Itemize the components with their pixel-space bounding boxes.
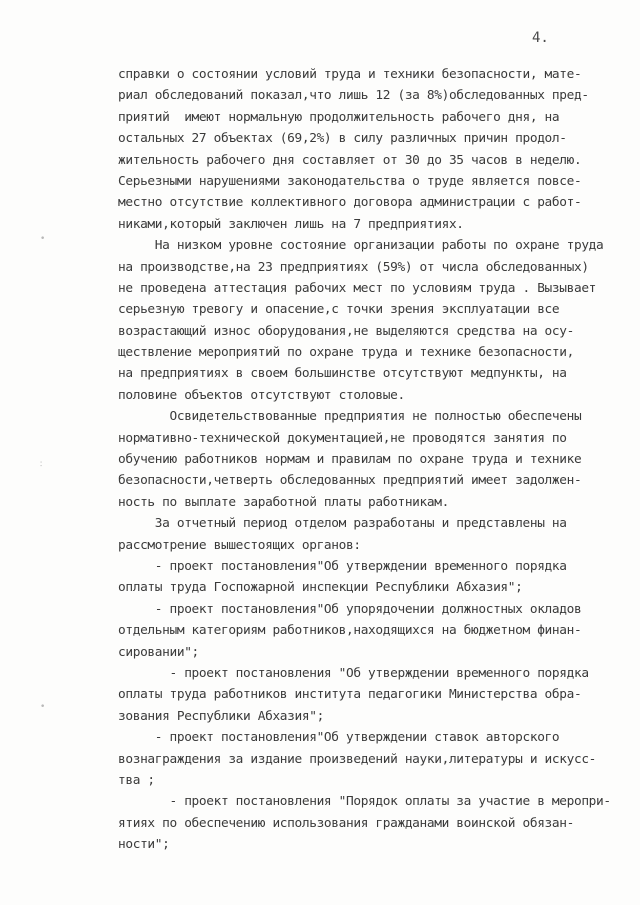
text-line: ятиях по обеспечению использования гражданами воинской обязан-	[118, 815, 574, 831]
text-line: - проект постановления"Об упорядочении должностных окладов	[118, 601, 582, 617]
text-line: отдельным категориям работников,находящихся на бюджетном финан-	[118, 623, 582, 639]
text-line: остальных 27 объектах (69,2%) в силу различных причин продол-	[118, 131, 567, 147]
text-line: ществление мероприятий по охране труда и технике безопасности,	[118, 345, 574, 361]
text-line: жительность рабочего дня составляет от 30 до 35 часов в неделю.	[118, 152, 582, 168]
text-line: на предприятиях в своем большинстве отсутствуют медпункты, на	[118, 366, 567, 382]
text-line: - проект постановления"Об утверждении ставок авторского	[118, 730, 560, 746]
text-line: приятий имеют нормальную продолжительность рабочего дня, на	[118, 109, 560, 125]
margin-smudge: ∶	[40, 460, 43, 470]
text-line: оплаты труда Госпожарной инспекции Республики Абхазия";	[118, 580, 523, 596]
text-line: Освидетельствованные предприятия не полностью обеспечены	[118, 409, 582, 425]
text-line: местно отсутствие коллективного договора администрации с работ-	[118, 195, 582, 211]
text-line: оплаты труда работников института педагогики Министерства обра-	[118, 687, 582, 703]
text-line: За отчетный период отделом разработаны и представлены на	[118, 516, 567, 532]
text-line: никами,который заключен лишь на 7 предприятиях.	[118, 216, 464, 232]
text-line: - проект постановления "Порядок оплаты за участие в меропри-	[118, 794, 611, 810]
body-text	[118, 64, 618, 855]
text-line: обучению работников нормам и правилам по охране труда и технике	[118, 452, 582, 468]
text-line: нормативно-технической документацией,не проводятся занятия по	[118, 430, 567, 446]
text-line: рассмотрение вышестоящих органов:	[118, 537, 361, 553]
text-line: сировании";	[118, 644, 199, 660]
text-line: не проведена аттестация рабочих мест по условиям труда . Вызывает	[118, 280, 597, 296]
text-line: - проект постановления"Об утверждении временного порядка	[118, 558, 567, 574]
text-line: зования Республики Абхазия";	[118, 708, 324, 724]
text-line: Серьезными нарушениями законодательства о труде является повсе-	[118, 173, 582, 189]
text-line: серьезную тревогу и опасение,с точки зрения эксплуатации все	[118, 302, 560, 318]
text-line: ность по выплате заработной платы работникам.	[118, 494, 449, 510]
text-line: справки о состоянии условий труда и техники безопасности, мате-	[118, 67, 582, 82]
text-line: риал обследований показал,что лишь 12 (за 8%)обследованных пред-	[118, 88, 589, 104]
text-line: на производстве,на 23 предприятиях (59%) от числа обследованных)	[118, 259, 589, 275]
margin-smudge: •	[40, 702, 46, 712]
text-line: вознаграждения за издание произведений науки,литературы и искусс-	[118, 751, 597, 767]
text-line: половине объектов отсутствуют столовые.	[118, 387, 405, 403]
text-line: возрастающий износ оборудования,не выделяются средства на осу-	[118, 323, 574, 339]
text-line: тва ;	[118, 772, 155, 788]
text-line: безопасности,четверть обследованных предприятий имеет задолжен-	[118, 473, 582, 489]
text-line: На низком уровне состояние организации работы по охране труда	[118, 238, 604, 254]
margin-smudge: •	[40, 234, 46, 244]
text-line: ности";	[118, 837, 170, 853]
text-line: - проект постановления "Об утверждении временного порядка	[118, 665, 589, 681]
page-number: 4.	[532, 30, 549, 46]
